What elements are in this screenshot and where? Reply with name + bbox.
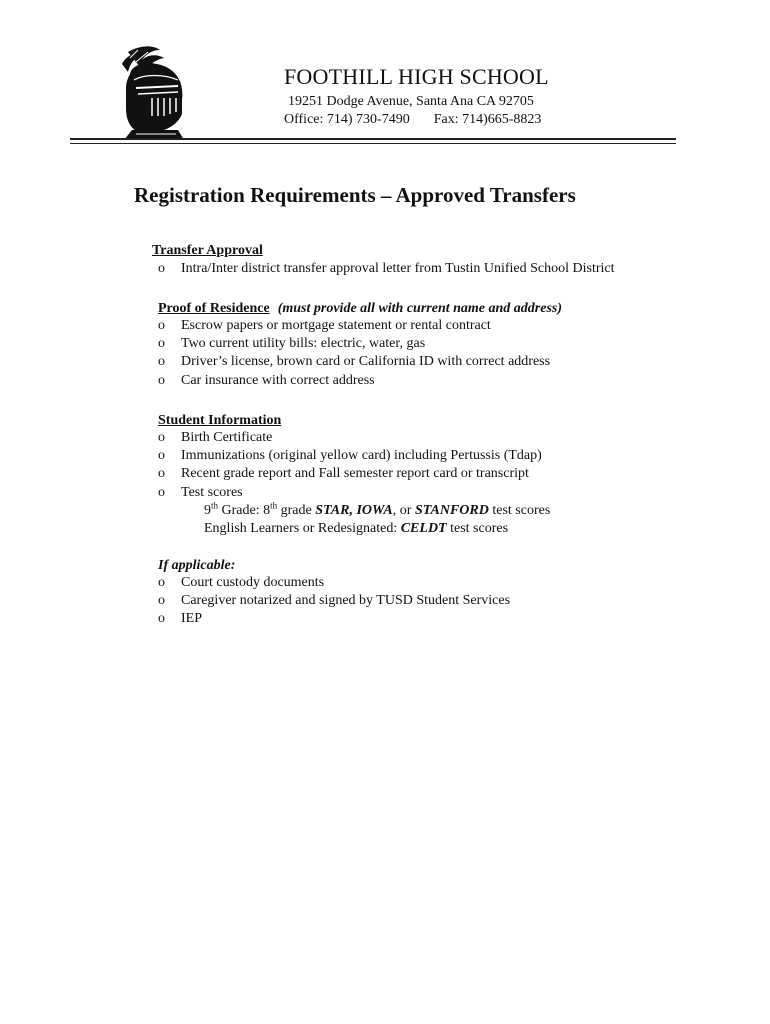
- grade-text: grade: [277, 502, 316, 518]
- list-item: [152, 429, 550, 447]
- list-item: [152, 335, 562, 353]
- page-title: Registration Requirements – Approved Transfers: [134, 183, 576, 207]
- grade-text: Grade: 8: [218, 502, 271, 518]
- office-phone: Office: 714) 730-7490: [284, 112, 410, 127]
- bullet-icon: o: [158, 575, 165, 590]
- bullet-icon: o: [158, 430, 165, 445]
- el-text: test scores: [446, 520, 509, 536]
- el-text: English Learners or Redesignated:: [204, 520, 401, 536]
- test-names: STAR, IOWA: [315, 502, 393, 518]
- list-item-text: Court custody documents: [181, 575, 325, 590]
- english-learners-line: [152, 520, 550, 538]
- list-item-text: Escrow papers or mortgage statement or rental contract: [181, 318, 491, 333]
- section-heading: Student Information: [158, 413, 282, 428]
- list-item: [152, 260, 615, 278]
- list-item-text: Caregiver notarized and signed by TUSD Student Services: [181, 593, 511, 609]
- grade-number: 9: [204, 502, 211, 518]
- bullet-icon: o: [158, 318, 165, 333]
- list-item-text: Immunizations (original yellow card) including Pertussis (Tdap): [181, 448, 542, 464]
- header-divider: [70, 138, 676, 140]
- test-name: STANFORD: [414, 502, 489, 518]
- bullet-icon: o: [158, 484, 165, 500]
- proof-of-residence-section: [152, 301, 562, 390]
- grade-text: , or: [392, 502, 415, 518]
- section-heading: Proof of Residence: [158, 301, 270, 316]
- section-heading: Transfer Approval: [152, 243, 263, 258]
- list-item-text: Driver’s license, brown card or California ID with correct address: [181, 354, 551, 370]
- list-item: [152, 447, 550, 465]
- ordinal-suffix: th: [270, 500, 278, 511]
- list-item: [152, 317, 562, 335]
- list-item-text: Recent grade report and Fall semester report card or transcript: [181, 466, 529, 482]
- bullet-icon: o: [158, 466, 165, 482]
- school-address: 19251 Dodge Avenue, Santa Ana CA 92705: [288, 94, 534, 109]
- list-item: [152, 610, 510, 628]
- knight-helmet-icon: [108, 44, 192, 140]
- list-item-text: Test scores: [181, 484, 243, 500]
- student-information-section: [152, 413, 550, 538]
- section-heading: If applicable:: [158, 558, 236, 573]
- school-name: FOOTHILL HIGH SCHOOL: [284, 64, 549, 89]
- bullet-icon: o: [158, 611, 165, 627]
- fax-number: Fax: 714)665-8823: [433, 112, 542, 127]
- list-item-text: Intra/Inter district transfer approval letter from Tustin Unified School District: [181, 261, 615, 276]
- bullet-icon: o: [158, 448, 165, 464]
- ordinal-suffix: th: [211, 500, 219, 511]
- list-item: [152, 353, 562, 371]
- bullet-icon: o: [158, 336, 165, 352]
- list-item-text: IEP: [181, 611, 202, 627]
- header-divider-thin: [70, 143, 676, 144]
- list-item-text: Birth Certificate: [181, 430, 273, 445]
- section-heading-row: [152, 301, 562, 317]
- bullet-icon: o: [158, 261, 165, 276]
- list-item: [152, 372, 562, 390]
- list-item: [152, 465, 550, 483]
- list-item-text: Two current utility bills: electric, water, gas: [181, 336, 426, 352]
- transfer-approval-section: [152, 243, 615, 278]
- section-note: (must provide all with current name and address): [277, 301, 563, 316]
- grade-test-scores-line: [152, 502, 550, 520]
- grade-text: test scores: [488, 502, 551, 518]
- bullet-icon: o: [158, 372, 165, 388]
- if-applicable-section: [152, 558, 510, 629]
- list-item: [152, 574, 510, 592]
- list-item: [152, 484, 550, 502]
- test-name: CELDT: [400, 520, 447, 536]
- bullet-icon: o: [158, 354, 165, 370]
- list-item-text: Car insurance with correct address: [181, 372, 375, 388]
- list-item: [152, 592, 510, 610]
- bullet-icon: o: [158, 593, 165, 609]
- contact-phones: [284, 112, 541, 128]
